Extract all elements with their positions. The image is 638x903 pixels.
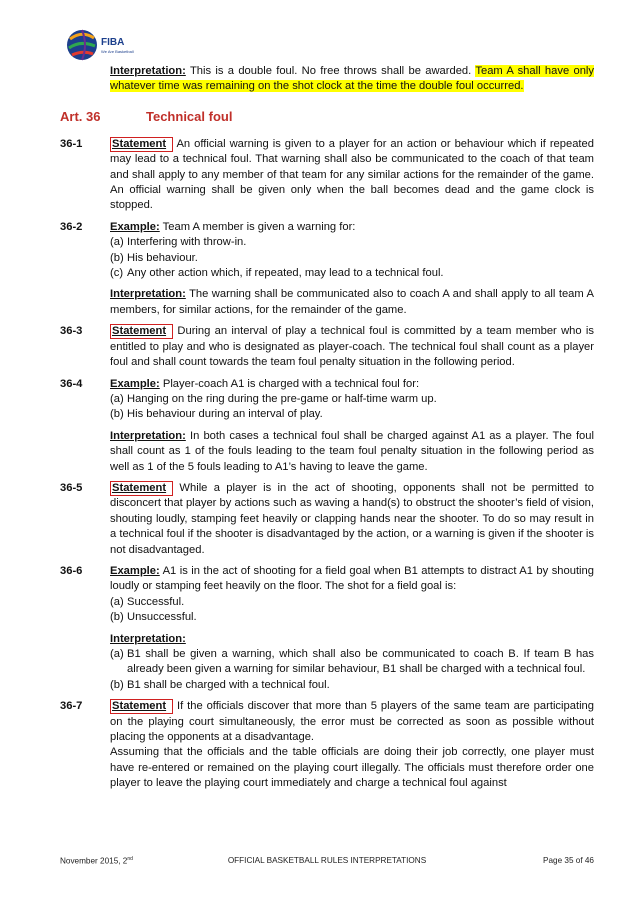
statement-label: Statement	[110, 481, 173, 496]
list-marker: (b)	[110, 251, 124, 264]
list-item	[110, 595, 594, 610]
section-number: 36-7	[60, 700, 83, 713]
list-text: Unsuccessful.	[127, 611, 197, 624]
interpretation-36-6	[60, 632, 594, 647]
footer-title: OFFICIAL BASKETBALL RULES INTERPRETATIONS	[227, 856, 427, 865]
list-marker: (a)	[110, 236, 124, 249]
example-list	[60, 392, 594, 423]
list-item	[110, 235, 594, 250]
section-36-5	[60, 481, 594, 558]
section-text: An official warning is given to a player for an action or behaviour which if repeated may lead to a technical foul. That warning shall also be communicated to the coach of that team and shall apply to any member of that team for any similar actions for the remainder of the game. An official warning shall be given only when the ball becomes dead and the game clock is stopped.	[110, 137, 594, 212]
article-heading	[60, 109, 594, 131]
list-text: B1 shall be given a warning, which shall also be communicated to coach B. If team B has already been given a warning for similar behaviour, B1 shall be charged with a technical foul.	[127, 648, 594, 676]
list-text: B1 shall be charged with a technical foul.	[127, 678, 330, 691]
section-text: A1 is in the act of shooting for a field goal when B1 attempts to distract A1 by shouting loudly or stamping feet heavily on the floor. The shot for a field goal is:	[110, 564, 594, 593]
section-text: During an interval of play a technical foul is committed by a team member who is entitled to play and who is designated as player-coach. The technical foul shall count as a player foul and shall count towards the team foul penalty situation in the following period.	[110, 325, 594, 369]
section-text: While a player is in the act of shooting, opponents shall not be permitted to disconcert that player by actions such as waving a hand(s) to obstruct the shooter’s field of vision, shouting loudly, stamping feet heavily or clapping hands near the shooter. To do so may result in a technical foul if the shooter is disadvantaged by the action, or a warning is given if the shooter is not disadvantaged.	[110, 481, 594, 556]
list-item	[110, 407, 594, 422]
footer-date-sup: nd	[127, 856, 133, 862]
example-label: Example:	[110, 220, 160, 233]
list-text: Any other action which, if repeated, may lead to a technical foul.	[127, 267, 444, 280]
intro-interpretation	[60, 64, 594, 95]
interpretation-label: Interpretation:	[110, 288, 186, 301]
statement-label: Statement	[110, 699, 173, 714]
interpretation-text: In both cases a technical foul shall be charged against A1 as a player. The foul shall count as 1 of the fouls leading to the team foul penalty situation in the following period as well as 1 of the 5 fouls leading to A1’s having to leave the game.	[110, 429, 594, 473]
page-footer	[60, 856, 594, 870]
fiba-logo	[66, 26, 138, 64]
interpretation-list	[60, 647, 594, 693]
list-marker: (b)	[110, 678, 124, 691]
article-number: Art. 36	[60, 108, 101, 124]
section-number: 36-6	[60, 564, 83, 577]
interpretation-label: Interpretation:	[110, 429, 186, 442]
section-36-2	[60, 220, 594, 235]
list-text: Interfering with throw-in.	[127, 236, 247, 249]
list-marker: (a)	[110, 648, 124, 660]
list-marker: (a)	[110, 595, 124, 608]
example-label: Example:	[110, 377, 160, 390]
logo-tagline: We Are Basketball	[101, 49, 134, 54]
example-list	[60, 595, 594, 626]
section-number: 36-4	[60, 377, 83, 390]
list-item	[110, 392, 594, 407]
list-item	[110, 647, 594, 678]
fiba-logo-icon	[66, 26, 138, 64]
section-36-7	[60, 699, 594, 791]
section-number: 36-2	[60, 220, 83, 233]
list-marker: (b)	[110, 408, 124, 421]
list-text: Successful.	[127, 595, 185, 608]
footer-date-text: November 2015, 2	[60, 856, 128, 866]
section-text: Player-coach A1 is charged with a technical foul for:	[159, 377, 420, 390]
section-text: If the officials discover that more than 5 players of the same team are participating on the playing court simultaneously, the error must be corrected as soon as possible without placing the opponents at a disadvantage.	[110, 700, 594, 744]
section-number: 36-3	[60, 325, 83, 338]
statement-label: Statement	[110, 324, 173, 339]
interpretation-label: Interpretation:	[110, 65, 186, 77]
highlighted-text: Team A shall have only whatever time was remaining on the shot clock at the time the double foul occurred.	[110, 65, 595, 93]
section-36-3	[60, 324, 594, 370]
article-title: Technical foul	[146, 108, 233, 124]
list-text: His behaviour.	[127, 251, 198, 264]
list-marker: (c)	[110, 267, 124, 280]
section-text: Team A member is given a warning for:	[159, 220, 356, 233]
interpretation-text: The warning shall be communicated also to coach A and shall apply to all team A members, for similar actions, for the remainder of the game.	[110, 288, 594, 316]
interpretation-label: Interpretation:	[110, 632, 186, 645]
statement-label: Statement	[110, 137, 173, 152]
section-36-4	[60, 377, 594, 392]
list-text: His behaviour during an interval of play.	[127, 408, 323, 421]
logo-text: FIBA	[101, 37, 125, 48]
example-label: Example:	[110, 564, 160, 577]
interpretation-36-2	[60, 287, 594, 318]
example-list	[60, 235, 594, 281]
list-item	[110, 251, 594, 266]
intro-text: This is a double foul. No free throws shall be awarded.	[185, 65, 476, 77]
list-marker: (a)	[110, 392, 124, 405]
section-number: 36-1	[60, 137, 83, 150]
interpretation-36-4	[60, 429, 594, 475]
list-item	[110, 266, 594, 281]
document-body	[60, 64, 594, 792]
page-number: Page 35 of 46	[543, 856, 594, 865]
list-item	[110, 678, 594, 693]
list-text: Hanging on the ring during the pre-game or half-time warm up.	[127, 392, 437, 405]
section-36-6	[60, 564, 594, 595]
list-item	[110, 610, 594, 625]
section-36-1	[60, 137, 594, 214]
list-marker: (b)	[110, 611, 124, 624]
section-number: 36-5	[60, 481, 83, 494]
section-text-continued: Assuming that the officials and the table officials are doing their job correctly, one player must have re-entered or remained on the playing court illegally. The officials must therefore order one player to leave the playing court immediately and charge a technical foul against	[110, 746, 594, 790]
